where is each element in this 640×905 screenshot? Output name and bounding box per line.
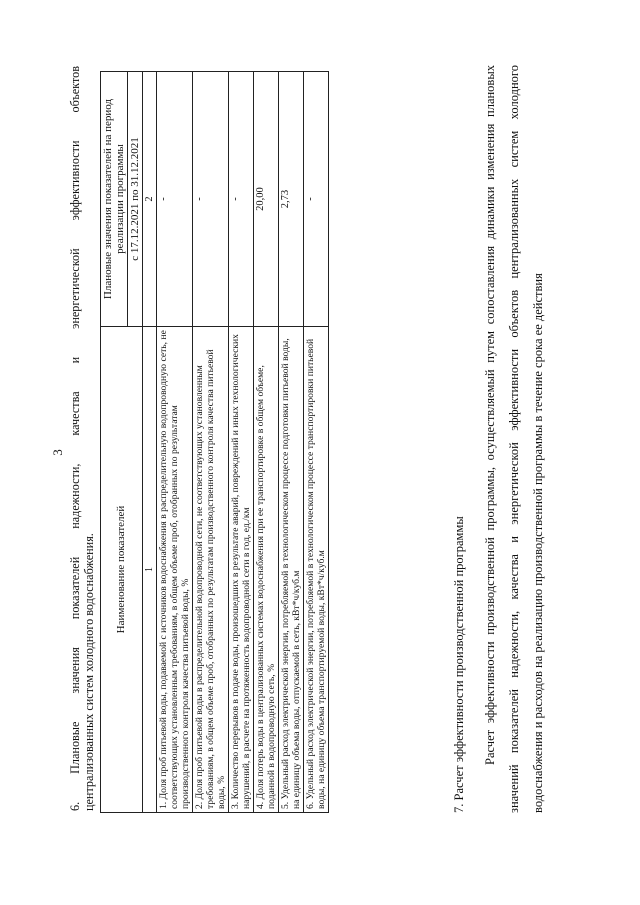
table-column-numbers [143,72,157,813]
table-row [229,72,254,813]
indicator-value: - [304,72,329,327]
heading-word: значения [68,647,82,694]
indicator-name: 5. Удельный расход электрической энергии, потребляемой в технологическом процессе подготовки питьевой воды, на единицу объема воды, отпускаемой в сеть, кВт*ч/куб.м [279,327,304,813]
table-row [254,72,279,813]
section-6-heading-line2: централизованных систем холодного водоснабжения. [82,533,96,811]
indicator-value: 20,00 [254,72,279,327]
section-7-paragraph: Расчет эффективности производственной программы, осуществляемый путем сопоставления динамики изменения плановых значений показателей надежности, качества и энергетической эффективности объектов централизованных систем холодного водоснабжения и расходов на реализацию производственной программы в течение срока ее действия [483,65,545,813]
header-period: с 17.12.2021 по 31.12.2021 [128,72,143,327]
heading-word: энергетической [68,248,82,329]
section-7-title: 7. Расчет эффективности производственной программы [452,516,466,813]
indicator-name: 3. Количество перерывов в подаче воды, произошедших в результате аварий, повреждений и иных технологических нарушений, в расчете на протяженность водопроводной сети в год, ед./км [229,327,254,813]
indicator-value: - [193,72,229,327]
table-header-row [101,72,128,813]
indicator-name: 6. Удельный расход электрической энергии, потребляемой в технологическом процессе транспортировки питьевой воды, на единицу объема транспортируемой воды, кВт*ч/куб.м [304,327,329,813]
heading-word: и [68,356,82,364]
header-planned-values: Плановые значения показателей на период реализации программы [101,72,128,327]
indicator-name: 4. Доля потерь воды в централизованных системах водоснабжения при ее транспортировке в общем объеме, поданной в водопроводную сеть, % [254,327,279,813]
heading-word: Плановые [68,721,82,774]
indicator-value: 2,73 [279,72,304,327]
heading-word: объектов [68,66,82,113]
section-6-heading-line1 [68,66,82,811]
indicator-value: - [157,72,193,327]
column-number: 1 [143,327,157,813]
header-indicator-name: Наименование показателей [101,327,143,813]
section-6-heading [68,66,96,811]
indicator-value: - [229,72,254,327]
page-number: 3 [50,449,65,456]
table-row [279,72,304,813]
indicator-name: 1. Доля проб питьевой воды, подаваемой с источников водоснабжения в распределительную водопроводную сеть, не соответствующих установленным требованиям, в общем объеме проб, отобранных по результатам производственного контроля качества питьевой воды, % [157,327,193,813]
table-row [193,72,229,813]
table-row [304,72,329,813]
heading-word: качества [68,391,82,436]
heading-word: 6. [68,801,82,811]
table-row [157,72,193,813]
heading-word: надежности, [68,463,82,529]
heading-word: показателей [68,556,82,620]
indicators-table [100,71,329,813]
column-number: 2 [143,72,157,327]
indicator-name: 2. Доля проб питьевой воды в распределительной водопроводной сети, не соответствующих установленным требованиям, в общем объеме проб, отобранных по результатам производственного контроля качества питьевой воды, % [193,327,229,813]
heading-word: эффективности [68,140,82,221]
